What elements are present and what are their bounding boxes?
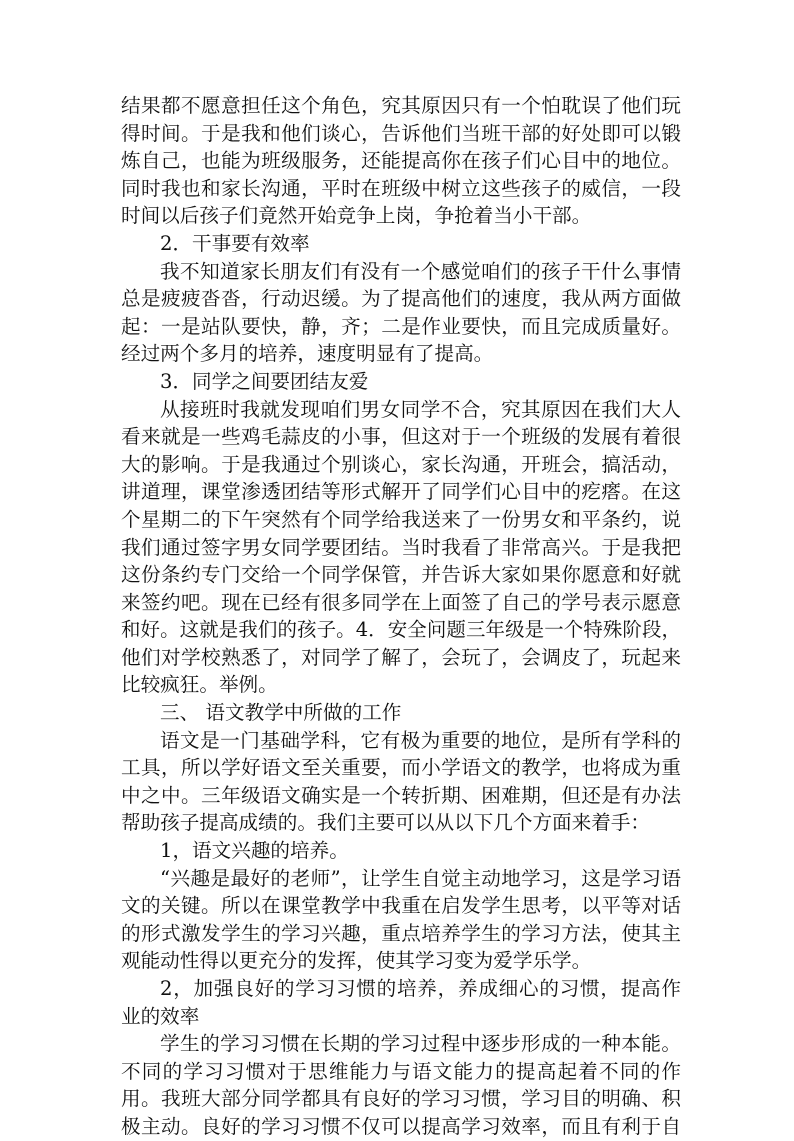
text-line: 看来就是一些鸡毛蒜皮的小事，但这对于一个班级的发展有着很 <box>121 425 681 449</box>
text-line: 3．同学之间要团结友爱 <box>160 369 369 393</box>
text-line: 学生的学习习惯在长期的学习过程中逐步形成的一种本能。 <box>160 1032 681 1056</box>
text-line: 炼自己，也能为班级服务，还能提高你在孩子们心目中的地位。 <box>121 149 681 173</box>
text-line: 总是疲疲沓沓，行动迟缓。为了提高他们的速度，我从两方面做 <box>121 287 681 311</box>
text-line: 我们通过签字男女同学要团结。当时我看了非常高兴。于是我把 <box>121 535 681 559</box>
text-line: 语文是一门基础学科，它有极为重要的地位，是所有学科的 <box>160 728 681 752</box>
text-line: 来签约吧。现在已经有很多同学在上面签了自己的学号表示愿意 <box>121 590 681 614</box>
text-line: 同时我也和家长沟通，平时在班级中树立这些孩子的威信，一段 <box>121 176 681 200</box>
text-line: 1，语文兴趣的培养。 <box>160 839 349 863</box>
text-line: 业的效率 <box>121 1004 200 1028</box>
text-line: 帮助孩子提高成绩的。我们主要可以从以下几个方面来着手： <box>121 811 651 835</box>
text-line: 我不知道家长朋友们有没有一个感觉咱们的孩子干什么事情 <box>160 259 681 283</box>
text-line: 这份条约专门交给一个同学保管，并告诉大家如果你愿意和好就 <box>121 563 681 587</box>
text-line: 观能动性得以更充分的发挥，使其学习变为爱学乐学。 <box>121 949 592 973</box>
text-line: 2，加强良好的学习习惯的培养，养成细心的习惯，提高作 <box>160 977 681 1000</box>
text-line: 讲道理，课堂渗透团结等形式解开了同学们心目中的疙瘩。在这 <box>121 480 681 504</box>
text-line: 极主动。良好的学习习惯不仅可以提高学习效率，而且有利于自 <box>121 1114 681 1138</box>
text-line: 2．干事要有效率 <box>160 231 310 255</box>
text-line: 经过两个多月的培养，速度明显有了提高。 <box>121 342 494 366</box>
text-line: 和好。这就是我们的孩子。4．安全问题三年级是一个特殊阶段， <box>121 618 681 642</box>
text-line: 从接班时我就发现咱们男女同学不合，究其原因在我们大人 <box>160 397 681 421</box>
text-line: 的形式激发学生的学习兴趣，重点培养学生的学习方法，使其主 <box>121 921 681 945</box>
text-line: “兴趣是最好的老师”，让学生自觉主动地学习，这是学习语 <box>160 866 681 890</box>
document-body <box>121 92 681 1141</box>
text-line: 起：一是站队要快，静，齐；二是作业要快，而且完成质量好。 <box>121 314 681 338</box>
text-line: 大的影响。于是我通过个别谈心，家长沟通，开班会，搞活动， <box>121 452 681 476</box>
text-line: 中之中。三年级语文确实是一个转折期、困难期，但还是有办法 <box>121 783 681 807</box>
text-line: 得时间。于是我和他们谈心，告诉他们当班干部的好处即可以锻 <box>121 121 681 145</box>
text-line: 不同的学习习惯对于思维能力与语文能力的提高起着不同的作 <box>121 1059 681 1083</box>
text-line: 文的关键。所以在课堂教学中我重在启发学生思考，以平等对话 <box>121 894 681 918</box>
text-line: 比较疯狂。举例。 <box>121 673 278 697</box>
text-line: 他们对学校熟悉了，对同学了解了，会玩了，会调皮了，玩起来 <box>121 645 681 669</box>
text-line: 结果都不愿意担任这个角色，究其原因只有一个怕耽误了他们玩 <box>121 94 681 117</box>
text-line: 三、 语文教学中所做的工作 <box>160 701 402 725</box>
text-line: 用。我班大部分同学都具有良好的学习习惯，学习目的明确、积 <box>121 1087 681 1111</box>
text-line: 工具，所以学好语文至关重要，而小学语文的教学，也将成为重 <box>121 756 681 780</box>
text-line: 时间以后孩子们竟然开始竞争上岗，争抢着当小干部。 <box>121 204 592 228</box>
text-line: 个星期二的下午突然有个同学给我送来了一份男女和平条约，说 <box>121 507 681 531</box>
